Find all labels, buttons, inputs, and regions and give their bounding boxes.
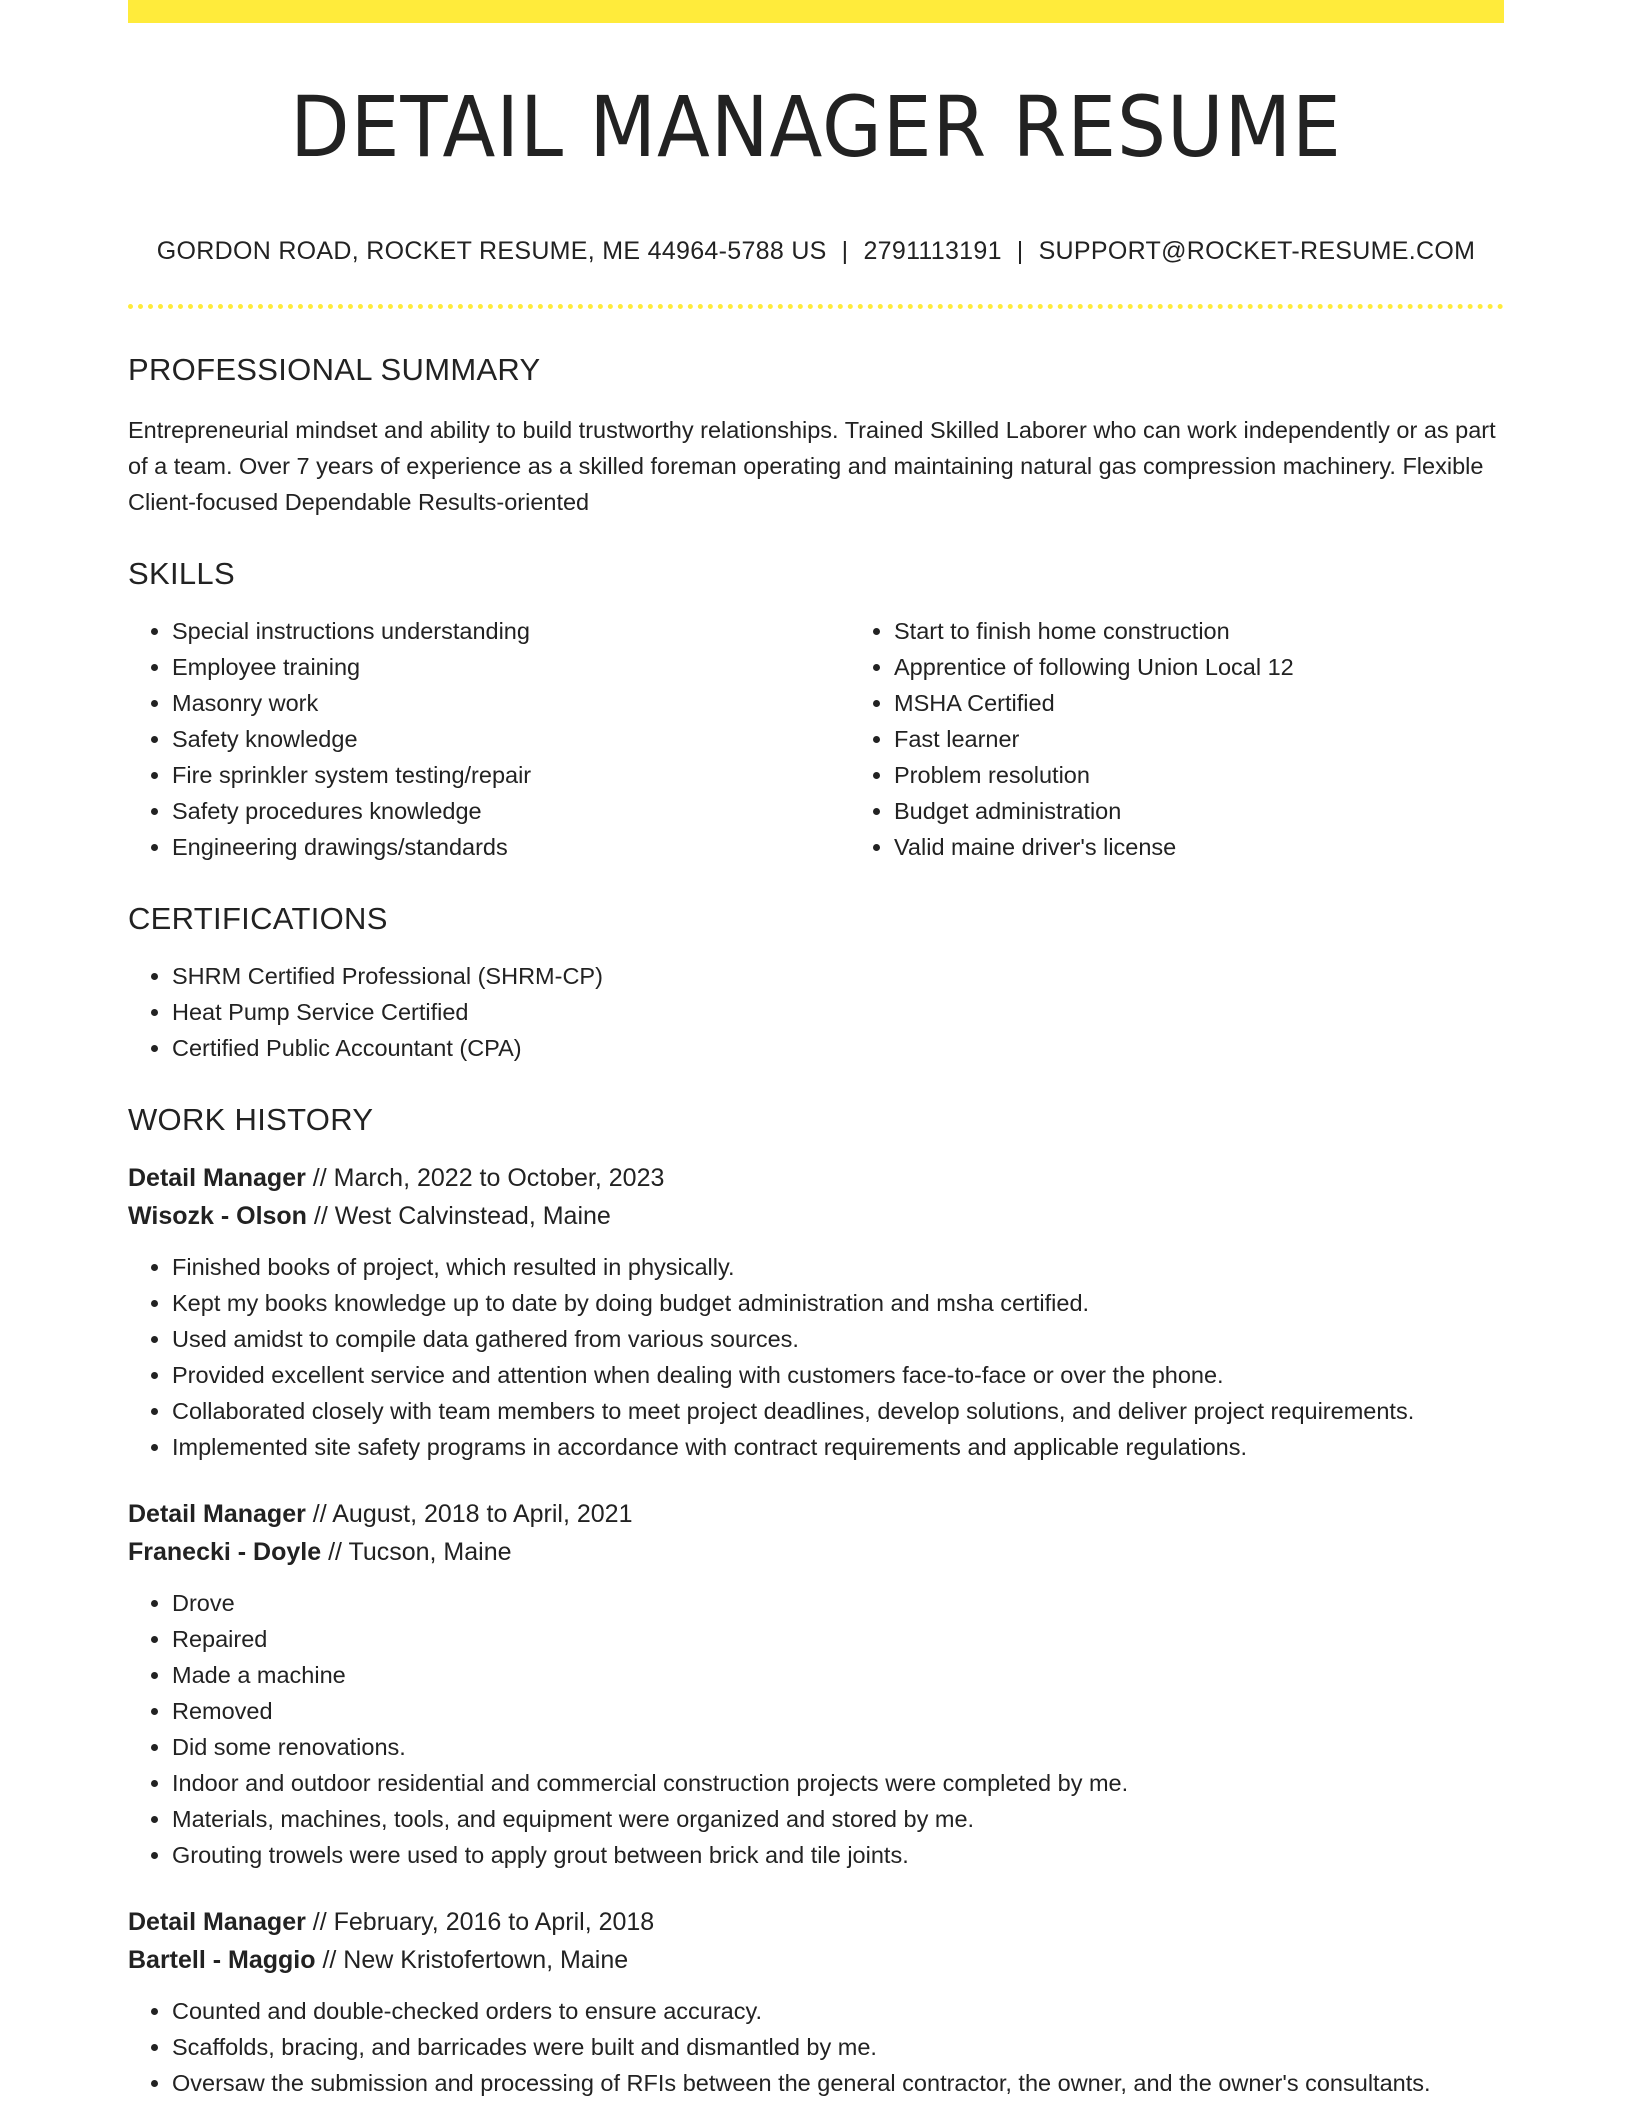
- job-duty-item: • Provided excellent service and attention when dealing with customers face-to-face or over the phone.: [172, 1357, 1504, 1393]
- job-location: // New Kristofertown, Maine: [315, 1946, 629, 1974]
- job-location: // West Calvinstead, Maine: [306, 1202, 611, 1230]
- job-duties-list: [128, 1249, 1504, 1465]
- skill-item: • Valid maine driver's license: [894, 829, 1572, 865]
- job-company-line: [128, 1197, 1504, 1235]
- job-company: Bartell - Maggio: [128, 1946, 316, 1974]
- skill-item: • Budget administration: [894, 793, 1572, 829]
- job-entry: [128, 1159, 1504, 1465]
- job-location: // Tucson, Maine: [321, 1538, 512, 1566]
- job-duty-item: • Materials, machines, tools, and equipment were organized and stored by me.: [172, 1801, 1504, 1837]
- job-duty-item: • Repaired: [172, 1621, 1504, 1657]
- certification-item: • Heat Pump Service Certified: [172, 994, 1504, 1030]
- job-duty-item: • Indoor and outdoor residential and commercial construction projects were completed by me.: [172, 1765, 1504, 1801]
- skills-heading: SKILLS: [128, 556, 235, 591]
- job-role: Detail Manager: [128, 1164, 306, 1192]
- email: SUPPORT@ROCKET-RESUME.COM: [1038, 237, 1476, 265]
- job-title-line: [128, 1495, 1504, 1533]
- certifications-list: [128, 958, 1504, 1066]
- job-company: Franecki - Doyle: [128, 1538, 322, 1566]
- skill-item: • MSHA Certified: [894, 685, 1572, 721]
- job-duty-item: • Grouting trowels were used to apply grout between brick and tile joints.: [172, 1837, 1504, 1873]
- skill-item: • Problem resolution: [894, 757, 1572, 793]
- skill-item: • Employee training: [172, 649, 850, 685]
- job-dates: // March, 2022 to October, 2023: [305, 1164, 665, 1192]
- certifications-heading: CERTIFICATIONS: [128, 901, 388, 936]
- job-duty-item: • Collaborated closely with team members to meet project deadlines, develop solutions, and deliver project requirements.: [172, 1393, 1504, 1429]
- skill-item: • Fast learner: [894, 721, 1572, 757]
- job-duty-item: • Used amidst to compile data gathered from various sources.: [172, 1321, 1504, 1357]
- job-dates: // February, 2016 to April, 2018: [305, 1908, 655, 1936]
- job-role: Detail Manager: [128, 1500, 306, 1528]
- contact-line: [128, 239, 1504, 264]
- work-history-heading: WORK HISTORY: [128, 1102, 374, 1137]
- skill-item: • Safety procedures knowledge: [172, 793, 850, 829]
- summary-text: Entrepreneurial mindset and ability to build trustworthy relationships. Trained Skilled Laborer who can work independently or as part of a team. Over 7 years of experience as a skilled foreman operating and maintaining natural gas compression machinery. Flexible Client-focused Dependable Results-oriented: [128, 417, 1496, 515]
- skill-item: • Engineering drawings/standards: [172, 829, 850, 865]
- job-role: Detail Manager: [128, 1908, 306, 1936]
- skill-item: • Start to finish home construction: [894, 613, 1572, 649]
- job-company-line: [128, 1941, 1504, 1979]
- skill-item: • Safety knowledge: [172, 721, 850, 757]
- job-duty-item: • Scaffolds, bracing, and barricades were built and dismantled by me.: [172, 2029, 1504, 2065]
- job-duty-item: • Finished books of project, which resulted in physically.: [172, 1249, 1504, 1285]
- job-dates: // August, 2018 to April, 2021: [305, 1500, 633, 1528]
- skills-list-left: [128, 613, 850, 865]
- job-title-line: [128, 1159, 1504, 1197]
- job-duties-list: [128, 1585, 1504, 1873]
- job-entry: [128, 1903, 1504, 2101]
- job-title-line: [128, 1903, 1504, 1941]
- certification-item: • SHRM Certified Professional (SHRM-CP): [172, 958, 1504, 994]
- dotted-divider: [128, 304, 1504, 309]
- job-duty-item: • Removed: [172, 1693, 1504, 1729]
- separator: |: [1016, 237, 1024, 265]
- job-entry: [128, 1495, 1504, 1873]
- resume-page: [128, 0, 1504, 2101]
- job-duty-item: • Drove: [172, 1585, 1504, 1621]
- accent-bar: [128, 0, 1504, 23]
- work-history: [128, 1159, 1504, 2101]
- separator: |: [841, 237, 849, 265]
- skill-item: • Fire sprinkler system testing/repair: [172, 757, 850, 793]
- job-duty-item: • Implemented site safety programs in accordance with contract requirements and applicable regulations.: [172, 1429, 1504, 1465]
- resume-title: DETAIL MANAGER RESUME: [290, 78, 1342, 176]
- address: GORDON ROAD, ROCKET RESUME, ME 44964-5788 US: [156, 237, 827, 265]
- certification-item: • Certified Public Accountant (CPA): [172, 1030, 1504, 1066]
- job-duty-item: • Kept my books knowledge up to date by doing budget administration and msha certified.: [172, 1285, 1504, 1321]
- job-company: Wisozk - Olson: [128, 1202, 307, 1230]
- skill-item: • Masonry work: [172, 685, 850, 721]
- job-duty-item: • Made a machine: [172, 1657, 1504, 1693]
- skill-item: • Special instructions understanding: [172, 613, 850, 649]
- skills-list-right: [850, 613, 1572, 865]
- job-duty-item: • Did some renovations.: [172, 1729, 1504, 1765]
- summary-heading: PROFESSIONAL SUMMARY: [128, 352, 541, 387]
- job-company-line: [128, 1533, 1504, 1571]
- job-duty-item: • Counted and double-checked orders to ensure accuracy.: [172, 1993, 1504, 2029]
- skill-item: • Apprentice of following Union Local 12: [894, 649, 1572, 685]
- job-duties-list: [128, 1993, 1504, 2101]
- skills-columns: [128, 613, 1504, 865]
- job-duty-item: • Oversaw the submission and processing of RFIs between the general contractor, the owner, and the owner's consultants.: [172, 2065, 1504, 2101]
- phone: 2791113191: [863, 237, 1002, 265]
